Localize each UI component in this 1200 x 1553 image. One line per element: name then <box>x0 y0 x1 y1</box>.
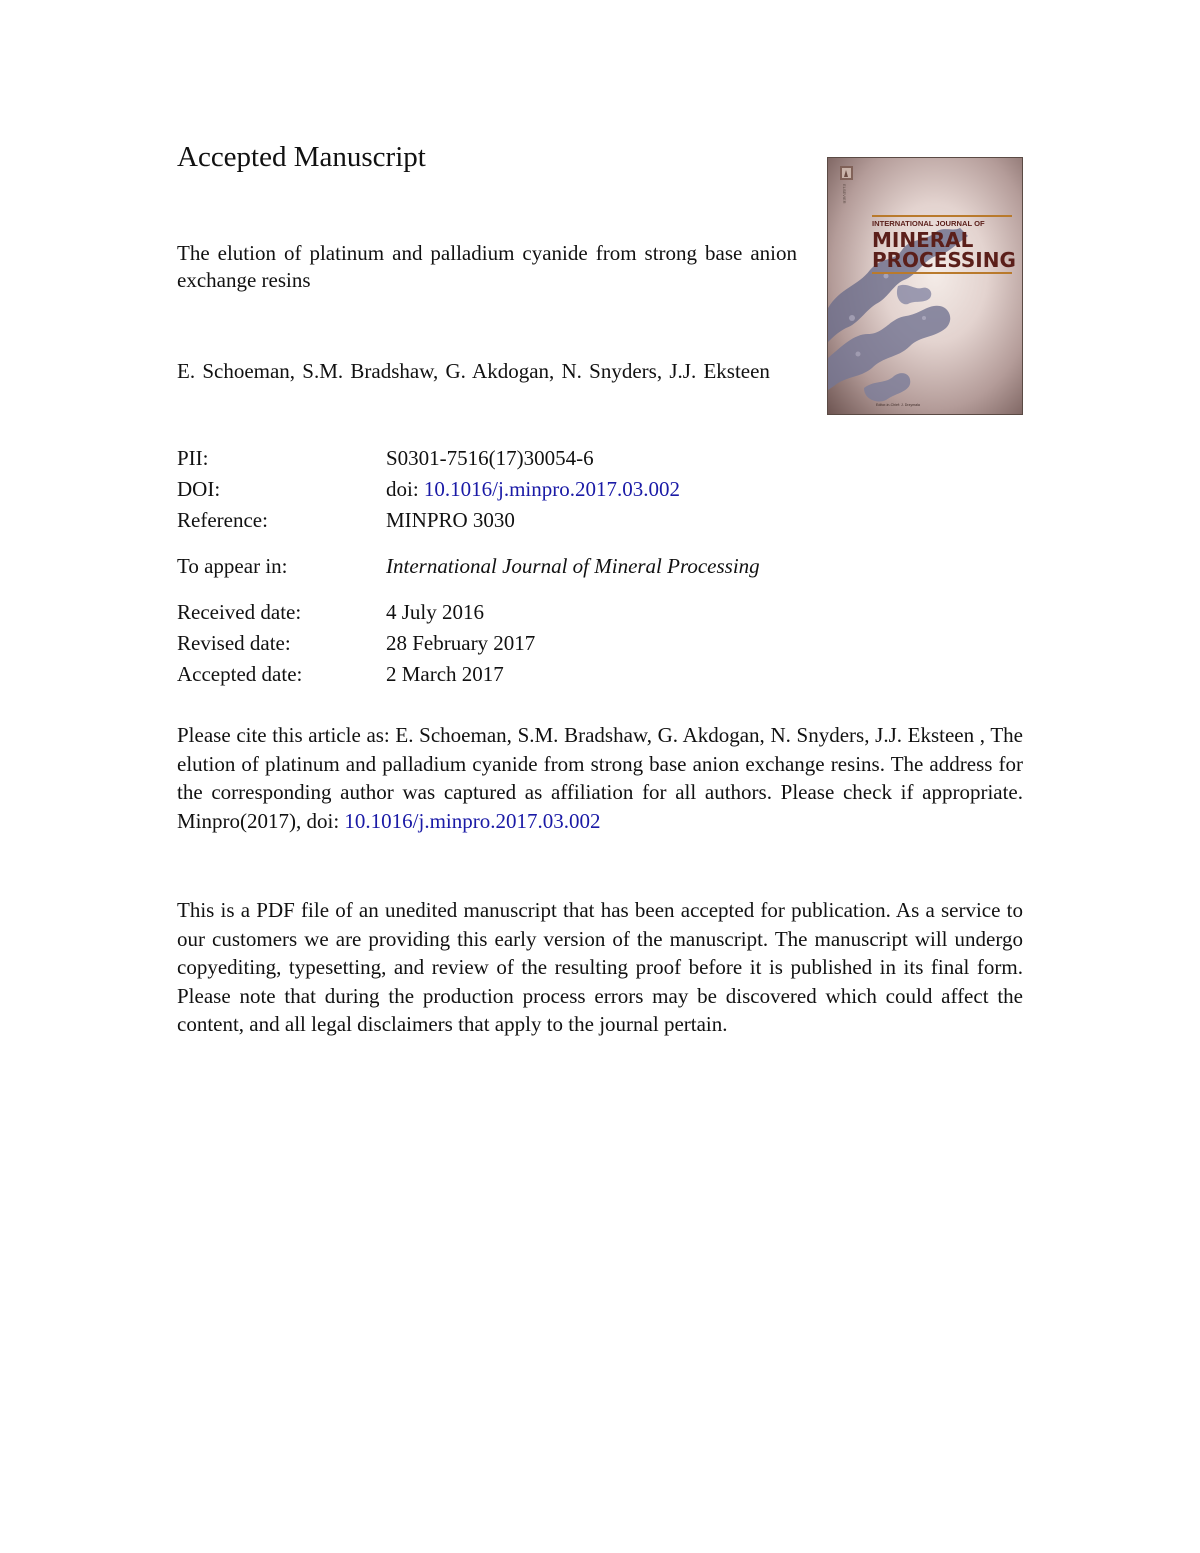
revised-value: 28 February 2017 <box>386 631 536 655</box>
accepted-value: 2 March 2017 <box>386 662 504 686</box>
cover-journal-line-1: INTERNATIONAL JOURNAL OF <box>872 219 985 228</box>
manuscript-heading: Accepted Manuscript <box>177 141 426 173</box>
article-title: The elution of platinum and palladium cyanide from strong base anion exchange resins <box>177 241 797 292</box>
cover-editor-line: Editor-in-Chief: J. Drzymala <box>876 403 920 407</box>
citation-text: Please cite this article as: E. Schoeman, S.M. Bradshaw, G. Akdogan, N. Snyders, J.J. Eksteen , The elution of platinum and palladium cyanide from strong base anion exchange resins. The address for the corresponding author was captured as affiliation for all authors. Please check if appropriate. Minpro(2017), doi: <box>177 723 1023 833</box>
doi-prefix: doi: <box>386 477 419 501</box>
received-label: Received date: <box>177 600 302 624</box>
cover-title-bar-top <box>872 215 1012 217</box>
citation-paragraph <box>177 721 1023 835</box>
disclaimer-paragraph: This is a PDF file of an unedited manuscript that has been accepted for publication. As a service to our customers we are providing this early version of the manuscript. The manuscript will undergo copyediting, typesetting, and review of the resulting proof before it is published in its final form. Please note that during the production process errors may be discovered which could affect the content, and all legal disclaimers that apply to the journal pertain. <box>177 898 1023 1036</box>
reference-label: Reference: <box>177 508 268 532</box>
appear-label: To appear in: <box>177 554 288 578</box>
elsevier-logo-icon <box>840 166 853 180</box>
received-value: 4 July 2016 <box>386 600 485 624</box>
doi-value <box>386 476 680 503</box>
reference-value: MINPRO 3030 <box>386 508 515 532</box>
author-list: E. Schoeman, S.M. Bradshaw, G. Akdogan, N. Snyders, J.J. Eksteen <box>177 359 770 383</box>
doi-label: DOI: <box>177 477 221 501</box>
revised-label: Revised date: <box>177 631 291 655</box>
cover-title-bar-bottom <box>872 272 1012 274</box>
citation-doi-link[interactable]: 10.1016/j.minpro.2017.03.002 <box>344 808 601 833</box>
pii-label: PII: <box>177 446 209 470</box>
journal-name: International Journal of Mineral Processing <box>386 554 760 578</box>
accepted-label: Accepted date: <box>177 662 303 686</box>
cover-publisher-name: ELSEVIER <box>842 184 847 204</box>
cover-journal-line-3: PROCESSING <box>872 248 1016 272</box>
doi-link[interactable]: 10.1016/j.minpro.2017.03.002 <box>423 477 681 501</box>
pii-value: S0301-7516(17)30054-6 <box>386 446 594 470</box>
journal-cover-image <box>827 157 1023 415</box>
cover-journal-line-2: MINERAL <box>872 228 974 252</box>
